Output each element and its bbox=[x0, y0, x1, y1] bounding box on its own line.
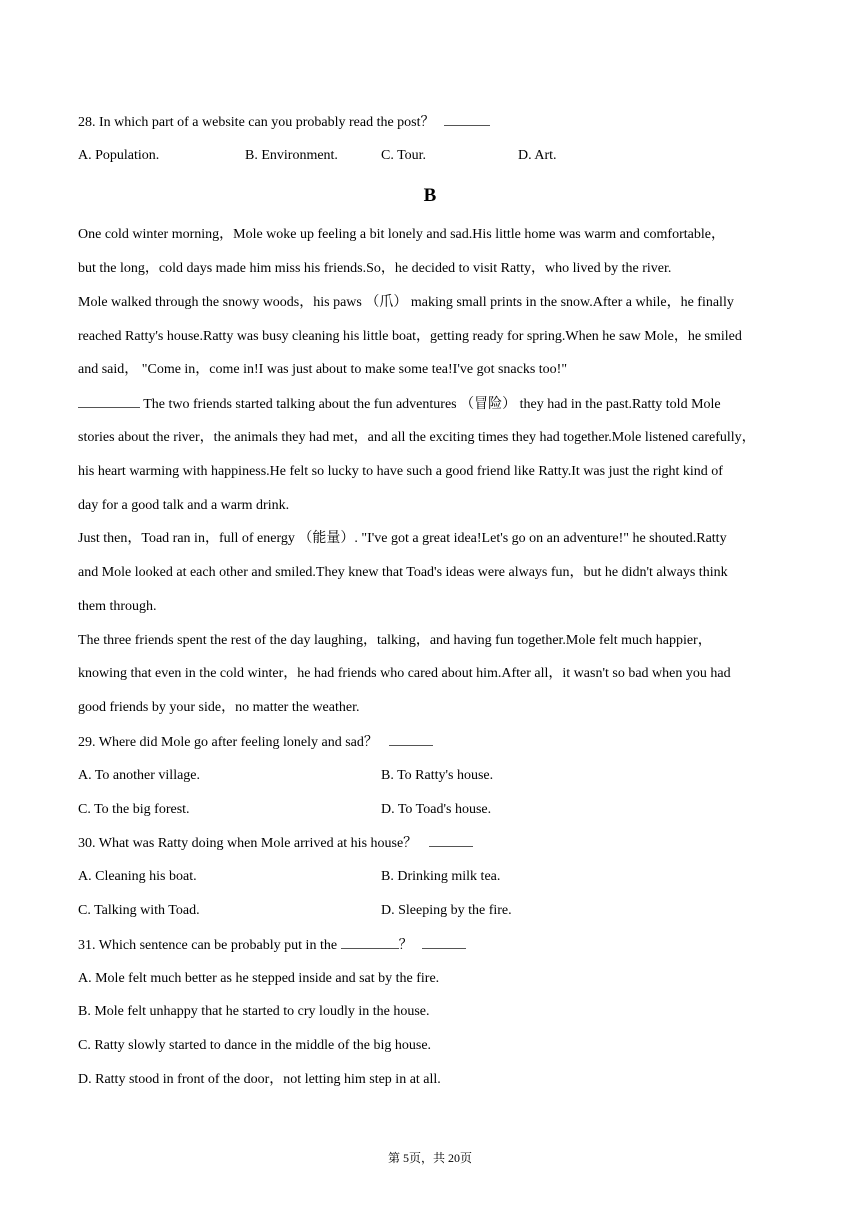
q28-option-c: C. Tour. bbox=[381, 148, 427, 163]
answer-blank bbox=[444, 113, 490, 126]
passage-line: and said， "Come in，come in!I was just about to make some tea!I've got snacks too!" bbox=[78, 362, 568, 377]
q31-option-b: B. Mole felt unhappy that he started to cry loudly in the house. bbox=[78, 1004, 430, 1019]
q29-option-d: D. To Toad's house. bbox=[381, 802, 492, 817]
page-footer: 第 5页，共 20页 bbox=[387, 1151, 472, 1165]
passage-line: Mole walked through the snowy woods，his paws （爪） making small prints in the snow.After a while，he finally bbox=[78, 295, 734, 310]
q30-option-b: B. Drinking milk tea. bbox=[381, 869, 501, 884]
passage-line: knowing that even in the cold winter，he had friends who cared about him.After all，it wasn't so bad when you had bbox=[78, 666, 731, 681]
q29-option-b: B. To Ratty's house. bbox=[381, 768, 494, 783]
passage-line-text: The two friends started talking about the fun adventures （冒险） they had in the past.Ratty told Mole bbox=[140, 397, 721, 412]
question-29-text: 29. Where did Mole go after feeling lonely and sad？ bbox=[78, 735, 378, 750]
q30-option-c: C. Talking with Toad. bbox=[78, 903, 200, 918]
q30-option-a: A. Cleaning his boat. bbox=[78, 869, 197, 884]
passage-line: reached Ratty's house.Ratty was busy cleaning his little boat，getting ready for spring.When he saw Mole，he smiled bbox=[78, 329, 742, 344]
question-31-end: ？ bbox=[398, 938, 413, 953]
passage-line: good friends by your side，no matter the weather. bbox=[78, 700, 360, 715]
section-heading: B bbox=[423, 185, 437, 206]
q29-option-c: C. To the big forest. bbox=[78, 802, 190, 817]
question-31 bbox=[78, 936, 466, 955]
passage-line: One cold winter morning，Mole woke up feeling a bit lonely and sad.His little home was warm and comfortable， bbox=[78, 227, 725, 242]
question-30-text: 30. What was Ratty doing when Mole arrived at his house？ bbox=[78, 836, 418, 851]
passage-line: and Mole looked at each other and smiled.They knew that Toad's ideas were always fun，but he didn't always think bbox=[78, 565, 728, 580]
passage-blank bbox=[78, 395, 140, 408]
answer-blank bbox=[389, 733, 433, 746]
question-29 bbox=[78, 733, 433, 752]
q31-option-a: A. Mole felt much better as he stepped inside and sat by the fire. bbox=[78, 971, 440, 986]
passage-blank-line bbox=[78, 395, 721, 414]
question-28 bbox=[78, 113, 490, 132]
q29-option-a: A. To another village. bbox=[78, 768, 201, 783]
passage-line: day for a good talk and a warm drink. bbox=[78, 498, 290, 513]
passage-line: The three friends spent the rest of the day laughing，talking，and having fun together.Mole felt much happier， bbox=[78, 633, 712, 648]
question-blank-reference bbox=[341, 936, 399, 949]
passage-line: but the long，cold days made him miss his friends.So，he decided to visit Ratty，who lived by the river. bbox=[78, 261, 672, 276]
question-30 bbox=[78, 834, 473, 853]
passage-line: Just then，Toad ran in，full of energy （能量）. "I've got a great idea!Let's go on an adventure!" he shouted.Ratty bbox=[78, 531, 727, 546]
q28-option-b: B. Environment. bbox=[245, 148, 338, 163]
q31-option-d: D. Ratty stood in front of the door，not letting him step in at all. bbox=[78, 1072, 441, 1087]
q28-option-d: D. Art. bbox=[518, 148, 557, 163]
passage-line: his heart warming with happiness.He felt so lucky to have such a good friend like Ratty.It was just the right kind of bbox=[78, 464, 723, 479]
answer-blank bbox=[429, 834, 473, 847]
passage-line: stories about the river，the animals they had met，and all the exciting times they had together.Mole listened carefully， bbox=[78, 430, 756, 445]
q30-option-d: D. Sleeping by the fire. bbox=[381, 903, 512, 918]
q31-option-c: C. Ratty slowly started to dance in the middle of the big house. bbox=[78, 1038, 432, 1053]
question-28-text: 28. In which part of a website can you probably read the post？ bbox=[78, 115, 435, 130]
question-31-text: 31. Which sentence can be probably put in the bbox=[78, 938, 341, 953]
answer-blank bbox=[422, 936, 466, 949]
q28-option-a: A. Population. bbox=[78, 148, 160, 163]
passage-line: them through. bbox=[78, 599, 157, 614]
